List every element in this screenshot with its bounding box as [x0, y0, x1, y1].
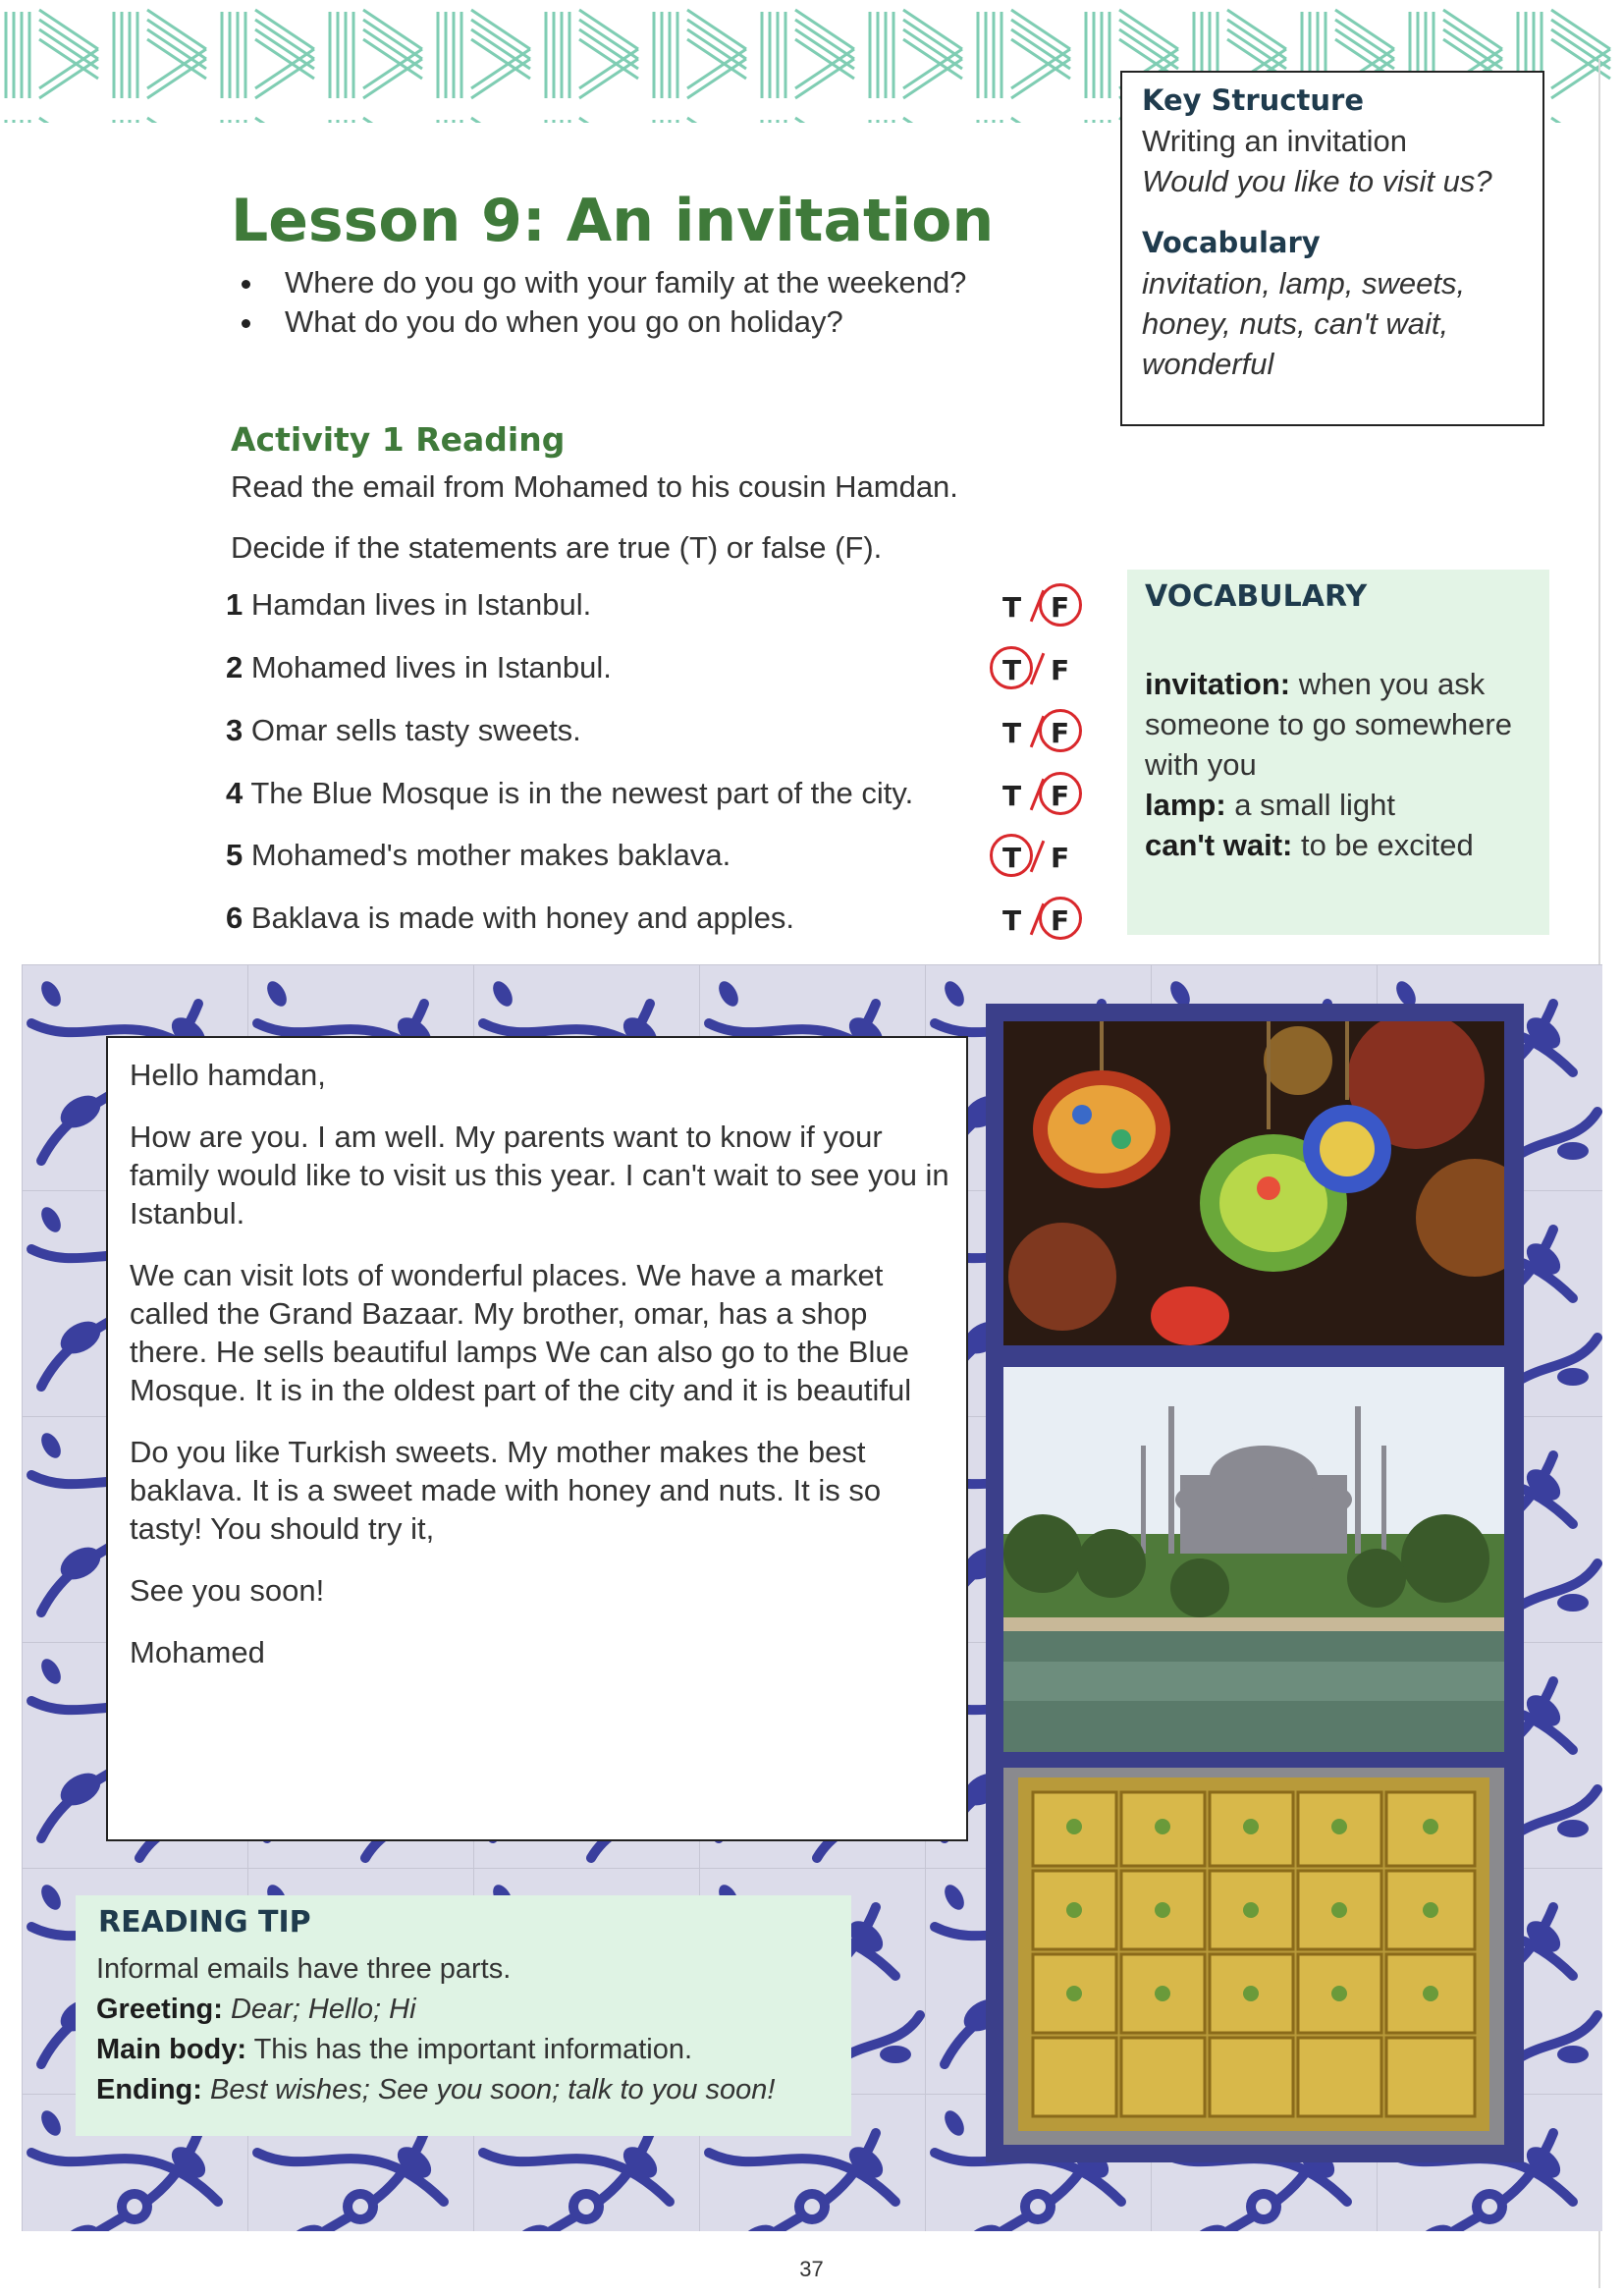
email-greeting: Hello hamdan,	[130, 1058, 326, 1092]
lesson-title: Lesson 9: An invitation	[231, 187, 995, 255]
statement-row	[226, 650, 612, 685]
email-paragraph: How are you. I am well. My parents want to know if your family would like to visit us this year. I can't wait to see you in Istanbul.	[130, 1120, 949, 1230]
key-vocabulary-line: honey, nuts, can't wait,	[1142, 306, 1449, 341]
false-option[interactable]: F	[1051, 717, 1070, 749]
statement-number: 4	[226, 776, 243, 810]
statement-text: Mohamed lives in Istanbul.	[250, 650, 612, 684]
statement-number: 3	[226, 713, 243, 747]
reading-tip-body	[96, 1949, 842, 2110]
key-vocabulary-line: invitation, lamp, sweets,	[1142, 266, 1466, 301]
statement-number: 2	[226, 650, 243, 684]
answer-circle-mark	[1039, 709, 1082, 752]
warmup-questions	[236, 263, 966, 342]
vocab-entry: invitation: when you ask someone to go somewhere with you	[1145, 667, 1512, 782]
reading-tip-line: Main body: This has the important information.	[96, 2034, 693, 2065]
true-option[interactable]: T	[1002, 654, 1022, 686]
statement-number: 1	[226, 587, 243, 622]
page-number: 37	[799, 2257, 824, 2281]
key-structure-example: Would you like to visit us?	[1142, 164, 1492, 198]
reading-tip-heading: READING TIP	[98, 1905, 311, 1940]
activity-title: Activity 1 Reading	[231, 420, 566, 459]
statement-text: Mohamed's mother makes baklava.	[250, 838, 731, 872]
activity-instruction: Decide if the statements are true (T) or false (F).	[231, 530, 883, 565]
blue-mosque-photo	[1003, 1367, 1504, 1752]
statement-row	[226, 776, 913, 811]
email-paragraph: We can visit lots of wonderful places. We have a market called the Grand Bazaar. My brother, omar, has a shop there. He sells beautiful lamps We can also go to the Blue Mosque. It is in the oldest part of the city and it is beautiful	[130, 1258, 912, 1407]
vocabulary-definitions	[1145, 664, 1547, 865]
bullet-icon	[242, 319, 250, 328]
reading-tip-line: Greeting: Dear; Hello; Hi	[96, 1994, 416, 2025]
statement-text: Omar sells tasty sweets.	[250, 713, 581, 747]
key-structure-box	[1120, 71, 1544, 426]
email-closing: See you soon!	[130, 1573, 325, 1608]
email-body	[130, 1056, 949, 1695]
answer-circle-mark	[990, 646, 1033, 689]
true-option[interactable]: T	[1002, 904, 1022, 937]
email-paragraph: Do you like Turkish sweets. My mother makes the best baklava. It is a sweet made with honey and nuts. It is so tasty! You should try it,	[130, 1435, 882, 1546]
true-option[interactable]: T	[1002, 717, 1022, 749]
reading-tip-intro: Informal emails have three parts.	[96, 1953, 512, 1985]
true-option[interactable]: T	[1002, 591, 1022, 624]
false-option[interactable]: F	[1051, 904, 1070, 937]
statement-row	[226, 901, 794, 936]
statement-text: Baklava is made with honey and apples.	[250, 901, 795, 935]
answer-circle-mark	[1039, 772, 1082, 815]
statement-row	[226, 587, 591, 623]
bullet-icon	[242, 280, 250, 289]
question-item: What do you do when you go on holiday?	[236, 302, 966, 342]
vocabulary-heading: VOCABULARY	[1145, 579, 1368, 614]
true-option[interactable]: T	[1002, 842, 1022, 874]
answer-circle-mark	[990, 834, 1033, 877]
statement-text: The Blue Mosque is in the newest part of the city.	[250, 776, 914, 810]
key-structure-line: Writing an invitation	[1142, 124, 1407, 158]
false-option[interactable]: F	[1051, 654, 1070, 686]
lamps-photo	[1003, 1021, 1504, 1345]
vocab-entry: can't wait: to be excited	[1145, 828, 1474, 862]
false-option[interactable]: F	[1051, 842, 1070, 874]
baklava-photo	[1003, 1768, 1504, 2145]
statement-row	[226, 713, 581, 748]
reading-tip-line: Ending: Best wishes; See you soon; talk to you soon!	[96, 2074, 776, 2105]
activity-instruction: Read the email from Mohamed to his cousin Hamdan.	[231, 469, 958, 504]
email-signature: Mohamed	[130, 1635, 265, 1669]
key-vocabulary-heading: Vocabulary	[1142, 226, 1321, 259]
true-option[interactable]: T	[1002, 780, 1022, 812]
answer-circle-mark	[1039, 583, 1082, 627]
statement-number: 5	[226, 838, 243, 872]
key-vocabulary-line: wonderful	[1142, 347, 1274, 381]
question-item: Where do you go with your family at the weekend?	[236, 263, 966, 302]
false-option[interactable]: F	[1051, 780, 1070, 812]
answer-circle-mark	[1039, 897, 1082, 940]
false-option[interactable]: F	[1051, 591, 1070, 624]
statement-row	[226, 838, 730, 873]
key-structure-heading: Key Structure	[1142, 83, 1364, 117]
statement-number: 6	[226, 901, 243, 935]
statement-text: Hamdan lives in Istanbul.	[250, 587, 592, 622]
vocab-entry: lamp: a small light	[1145, 788, 1395, 822]
